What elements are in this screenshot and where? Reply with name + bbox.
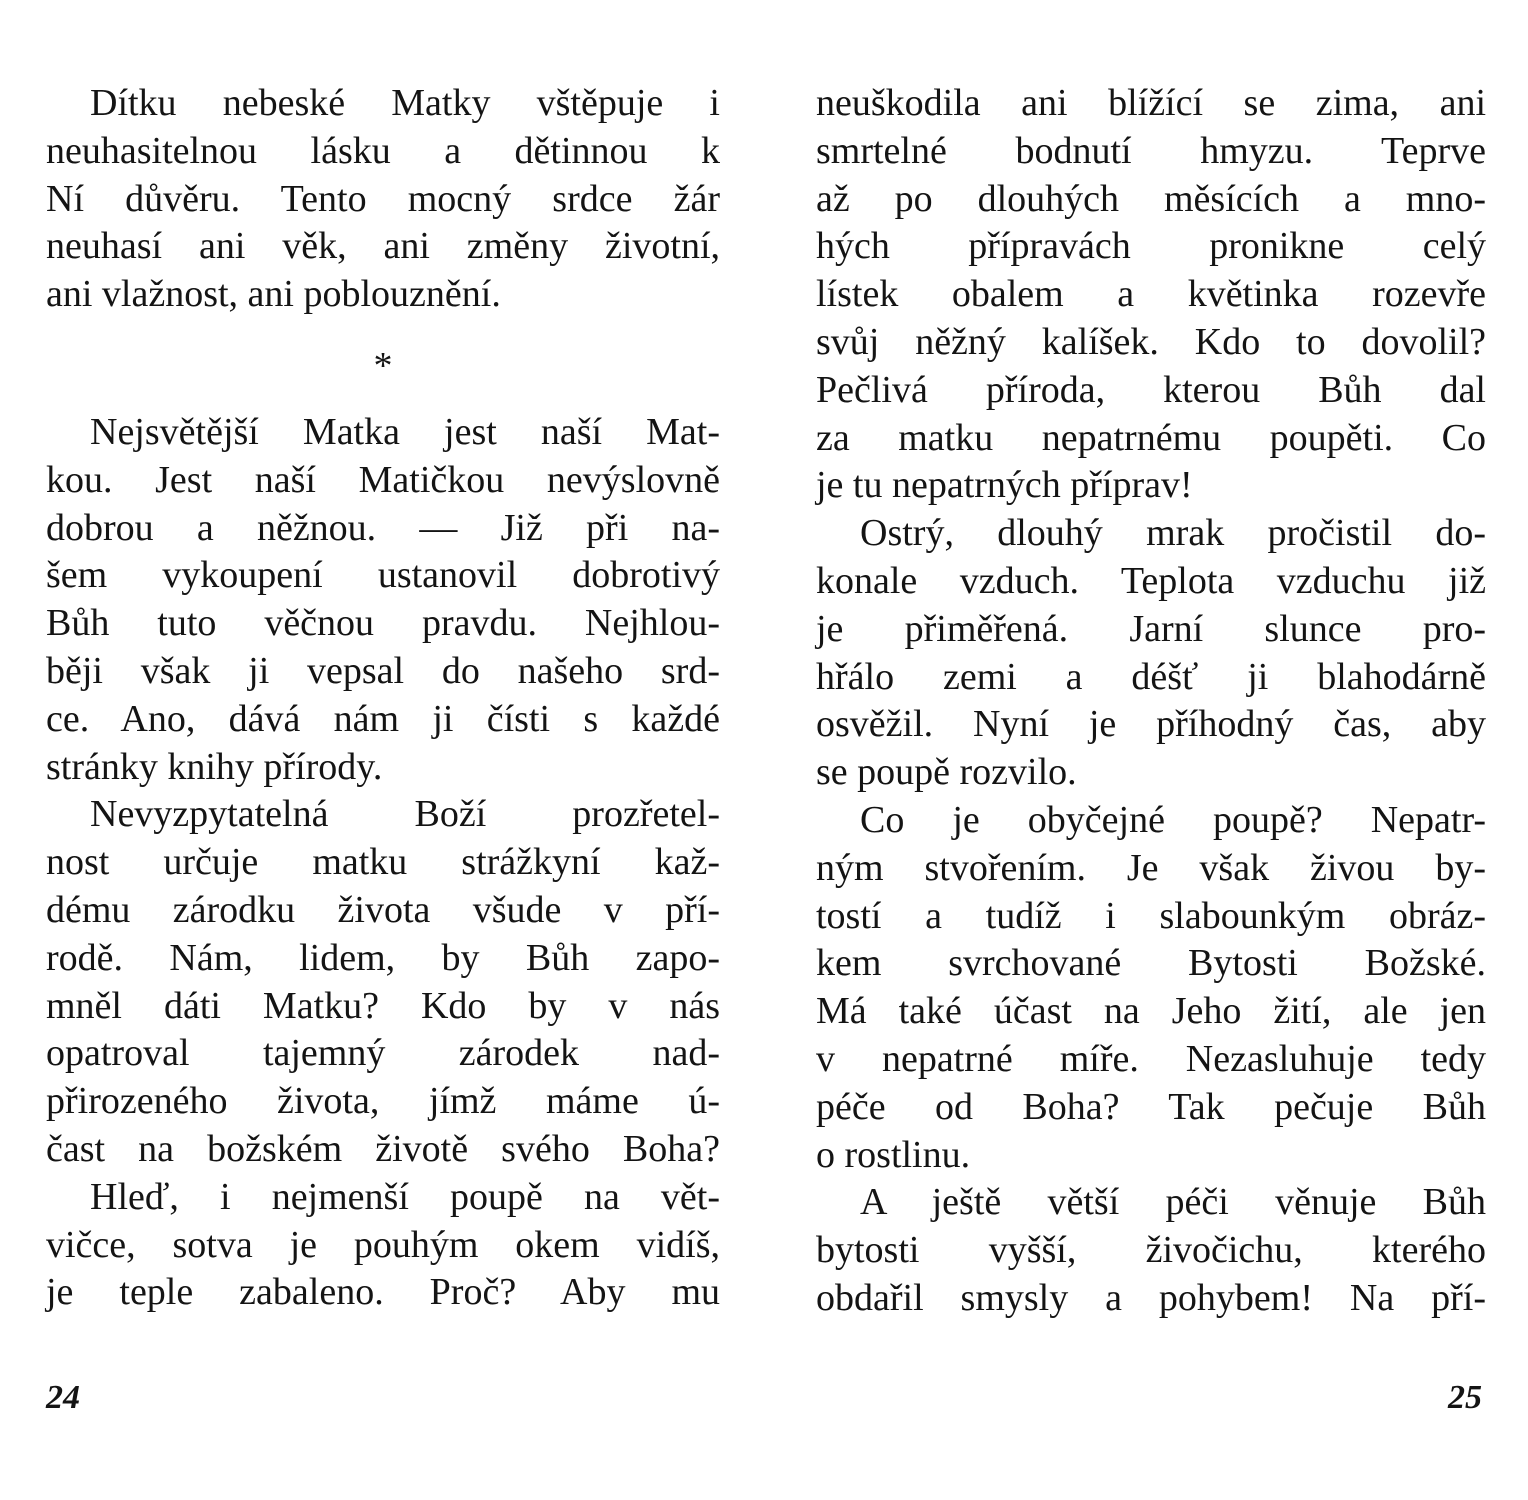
text-line: o rostlinu. xyxy=(816,1133,971,1176)
text-line: ným stvořením. Je však živou by- xyxy=(816,846,1486,889)
paragraph xyxy=(46,1174,720,1317)
text-line: se poupě rozvilo. xyxy=(816,751,1077,794)
text-line: kem svrchované Bytosti Božské. xyxy=(816,942,1486,985)
text-line: přirozeného života, jímž máme ú- xyxy=(46,1080,720,1123)
text-line: Ostrý, dlouhý mrak pročistil do- xyxy=(860,512,1486,555)
right-page xyxy=(764,0,1528,1500)
text-line: neuhasitelnou lásku a dětinnou k xyxy=(46,129,720,172)
text-line: svůj něžný kalíšek. Kdo to dovolil? xyxy=(816,320,1486,363)
text-line: lístek obalem a květinka rozevře xyxy=(816,273,1486,316)
text-line: dému zárodku života všude v pří- xyxy=(46,888,720,931)
paragraph xyxy=(46,80,720,319)
text-line: Bůh tuto věčnou pravdu. Nejhlou- xyxy=(46,602,720,645)
text-line: až po dlouhých měsících a mno- xyxy=(816,177,1486,220)
text-line: Dítku nebeské Matky vštěpuje i xyxy=(90,82,720,124)
text-line: nost určuje matku strážkyní kaž- xyxy=(46,841,720,884)
text-line: je tu nepatrných příprav! xyxy=(816,464,1193,507)
text-line: péče od Boha? Tak pečuje Bůh xyxy=(816,1085,1486,1128)
text-line: A ještě větší péči věnuje Bůh xyxy=(860,1181,1486,1224)
text-line: osvěžil. Nyní je příhodný čas, aby xyxy=(816,703,1486,746)
text-line: rodě. Nám, lidem, by Bůh zapo- xyxy=(46,936,720,979)
text-line: vičce, sotva je pouhým okem vidíš, xyxy=(46,1223,720,1266)
text-line: dobrou a něžnou. — Již při na- xyxy=(46,506,720,549)
left-page-text xyxy=(46,80,720,1317)
paragraph xyxy=(46,791,720,1173)
text-line: je teple zabaleno. Proč? Aby mu xyxy=(46,1271,720,1314)
text-line: Má také účast na Jeho žití, ale jen xyxy=(816,990,1486,1033)
page-number: 24 xyxy=(46,1379,80,1416)
text-line: opatroval tajemný zárodek nad- xyxy=(46,1032,720,1075)
paragraph xyxy=(816,797,1486,1179)
text-line: obdařil smysly a pohybem! Na pří- xyxy=(816,1276,1486,1319)
text-line: Nejsvětější Matka jest naší Mat- xyxy=(90,410,720,453)
text-line: kou. Jest naší Matičkou nevýslovně xyxy=(46,458,720,501)
text-line: čast na božském životě svého Boha? xyxy=(46,1127,720,1170)
text-line: ani vlažnost, ani poblouznění. xyxy=(46,273,501,316)
text-line: hých přípravách pronikne celý xyxy=(816,225,1486,268)
text-line: hřálo zemi a déšť ji blahodárně xyxy=(816,655,1486,698)
text-line: smrtelné bodnutí hmyzu. Teprve xyxy=(816,129,1486,172)
text-line: Co je obyčejné poupě? Nepatr- xyxy=(860,798,1486,841)
text-line: Nevyzpytatelná Boží prozřetel- xyxy=(90,793,720,836)
text-line: bytosti vyšší, živočichu, kterého xyxy=(816,1229,1486,1272)
text-line: stránky knihy přírody. xyxy=(46,745,383,788)
page-number: 25 xyxy=(1448,1379,1482,1416)
text-line: šem vykoupení ustanovil dobrotivý xyxy=(46,554,720,597)
text-line: ce. Ano, dává nám ji čísti s každé xyxy=(46,697,720,740)
paragraph xyxy=(816,510,1486,797)
right-page-text xyxy=(816,80,1486,1323)
text-line: Hleď, i nejmenší poupě na vět- xyxy=(90,1175,720,1218)
text-line: tostí a tudíž i slabounkým obráz- xyxy=(816,894,1486,937)
paragraph xyxy=(46,409,720,791)
text-line: je přiměřená. Jarní slunce pro- xyxy=(816,607,1486,650)
text-line: konale vzduch. Teplota vzduchu již xyxy=(816,559,1486,602)
paragraph xyxy=(816,1179,1486,1322)
text-line: v nepatrné míře. Nezasluhuje tedy xyxy=(816,1037,1486,1080)
text-line: neuhasí ani věk, ani změny životní, xyxy=(46,225,720,268)
section-separator: * xyxy=(373,344,393,387)
text-line: běji však ji vepsal do našeho srd- xyxy=(46,649,720,692)
text-line: Ní důvěru. Tento mocný srdce žár xyxy=(46,177,720,220)
text-line: za matku nepatrnému poupěti. Co xyxy=(816,416,1486,459)
paragraph xyxy=(816,80,1486,510)
text-line: mněl dáti Matku? Kdo by v nás xyxy=(46,984,720,1027)
text-line: Pečlivá příroda, kterou Bůh dal xyxy=(816,368,1486,411)
text-line: neuškodila ani blížící se zima, ani xyxy=(816,82,1486,124)
